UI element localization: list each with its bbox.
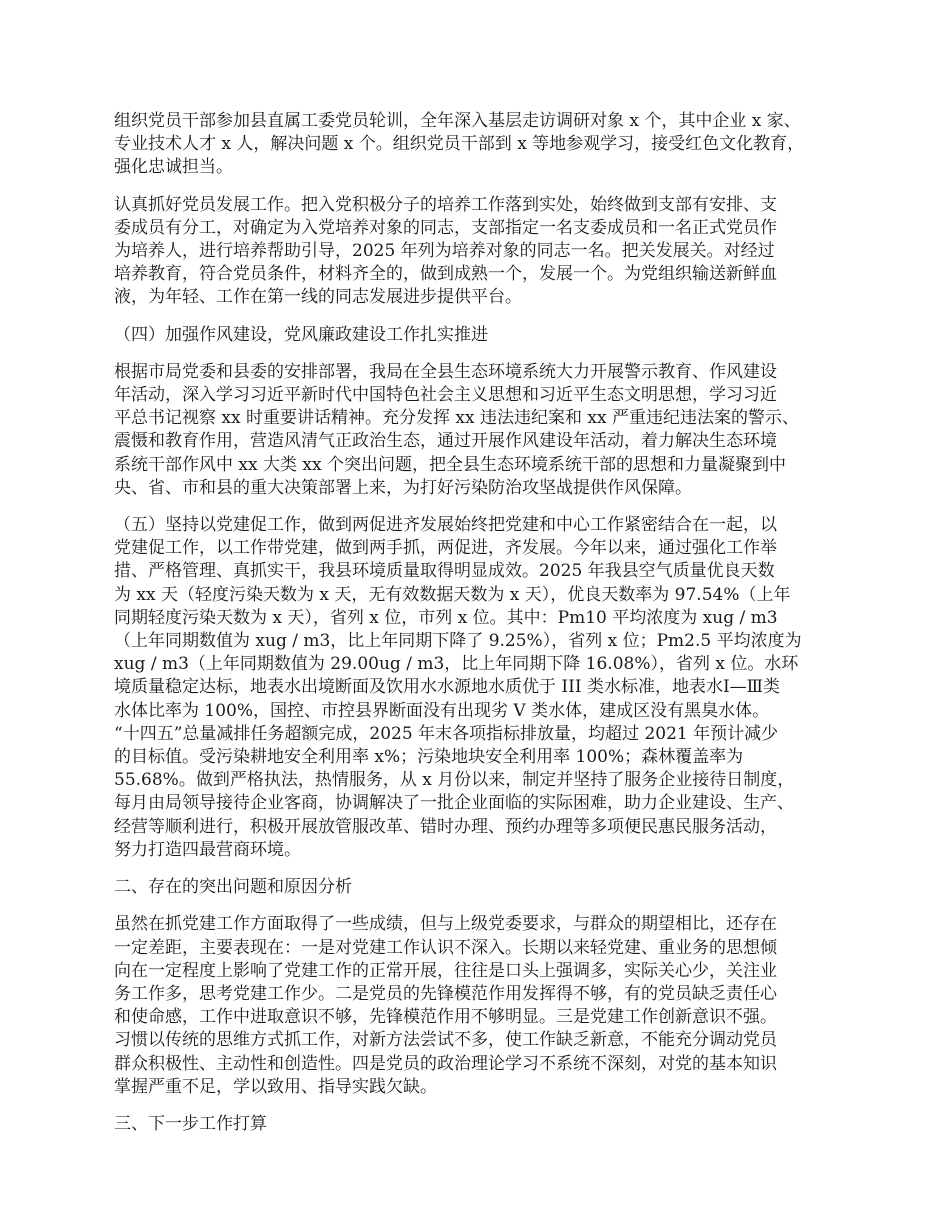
text-line: （五）坚持以党建促工作，做到两促进齐发展始终把党建和中心工作紧密结合在一起，以 [114,515,777,536]
text-line: 组织党员干部参加县直属工委党员轮训，全年深入基层走访调研对象 x 个，其中企业 x 家、 [114,111,801,131]
document-page [114,110,854,1150]
paragraph-party-promotes-work [114,514,854,862]
text-line: 为培养人，进行培养帮助引导，2025 年列为培养对象的同志一名。把关发展关。对经过 [114,241,775,262]
text-line: 为 xx 天（轻度污染天数为 x 天，无有效数据天数为 x 天），优良天数率为 97.54%（上年 [114,584,791,605]
text-line: xug / m3（上年同期数值为 29.00ug / m3，比上年同期下降 16.08%），省列 x 位。水环 [114,654,799,675]
paragraph-party-training [114,110,854,180]
text-line: 认真抓好党员发展工作。把入党积极分子的培养工作落到实处，始终做到支部有安排、支 [114,194,777,215]
text-line: 掌握严重不足，学以致用、指导实践欠缺。 [114,1076,437,1097]
text-line: 根据市局党委和县委的安排部署，我局在全县生态环境系统大力开展警示教育、作风建设 [114,361,777,382]
text-line: 委成员有分工，对确定为入党培养对象的同志，支部指定一名支委成员和一名正式党员作 [114,217,777,238]
text-line: （上年同期数值为 xug / m3，比上年同期下降了 9.25%），省列 x 位；Pm2.5 平均浓度为 [114,631,802,652]
text-line: 经营等顺利进行，积极开展放管服改革、错时办理、预约办理等多项便民惠民服务活动， [114,816,777,837]
text-line: 平总书记视察 xx 时重要讲话精神。充分发挥 xx 违法违纪案和 xx 严重违纪违法案的警示、 [114,408,799,429]
text-line: 党建促工作，以工作带党建，做到两手抓，两促进，齐发展。今年以来，通过强化工作举 [114,538,777,559]
text-line: 系统干部作风中 xx 大类 xx 个突出问题，把全县生态环境系统干部的思想和力量凝聚到中 [114,454,786,475]
paragraph-member-development [114,194,854,310]
text-line: 群众积极性、主动性和创造性。四是党员的政治理论学习不系统不深刻，对党的基本知识 [114,1053,777,1074]
text-line: 境质量稳定达标，地表水出境断面及饮用水水源地水质优于 III 类水标准，地表水I—Ⅲ类 [114,677,781,698]
text-line: “十四五”总量减排任务超额完成，2025 年末各项指标排放量，均超过 2021 年预计减少 [114,723,779,744]
text-line: 一定差距，主要表现在：一是对党建工作认识不深入。长期以来轻党建、重业务的思想倾 [114,937,777,958]
text-line: 水体比率为 100%，国控、市控县界断面没有出现劣 V 类水体，建成区没有黑臭水体。 [114,700,770,721]
text-line: 务工作多，思考党建工作少。二是党员的先锋模范作用发挥得不够，有的党员缺乏责任心 [114,983,777,1004]
section-heading-two: 二、存在的突出问题和原因分析 [114,877,352,898]
paragraph-problems-analysis [114,913,854,1099]
text-line: 央、省、市和县的重大决策部署上来，为打好污染防治攻坚战提供作风保障。 [114,477,692,498]
text-line: 习惯以传统的思维方式抓工作，对新方法尝试不多，使工作缺乏新意，不能充分调动党员 [114,1030,777,1051]
paragraph-work-style [114,361,854,500]
section-heading-four: （四）加强作风建设，党风廉政建设工作扎实推进 [114,324,488,345]
text-line: 强化忠诚担当。 [114,157,233,178]
text-line: 年活动，深入学习习近平新时代中国特色社会主义思想和习近平生态文明思想，学习习近 [114,385,777,406]
text-line: 的目标值。受污染耕地安全利用率 x%；污染地块安全利用率 100%；森林覆盖率为 [114,747,744,768]
text-line: 专业技术人才 x 人，解决问题 x 个。组织党员干部到 x 等地参观学习，接受红色文化教育， [114,134,805,155]
text-line: 培养教育，符合党员条件，材料齐全的，做到成熟一个，发展一个。为党组织输送新鲜血 [114,264,777,285]
text-line: 努力打造四最营商环境。 [114,839,301,860]
text-line: 和使命感，工作中进取意识不够，先锋模范作用不够明显。三是党建工作创新意识不强。 [114,1007,777,1028]
text-line: 向在一定程度上影响了党建工作的正常开展，往往是口头上强调多，实际关心少，关注业 [114,960,777,981]
text-line: 55.68%。做到严格执法，热情服务，从 x 月份以来，制定并坚持了服务企业接待日制度， [114,770,795,791]
text-line: 虽然在抓党建工作方面取得了一些成绩，但与上级党委要求，与群众的期望相比，还存在 [114,914,777,935]
section-heading-three: 三、下一步工作打算 [114,1113,267,1134]
text-line: 液，为年轻、工作在第一线的同志发展进步提供平台。 [114,287,522,308]
text-line: 措、严格管理、真抓实干，我县环境质量取得明显成效。2025 年我县空气质量优良天数 [114,561,775,582]
text-line: 震慑和教育作用，营造风清气正政治生态，通过开展作风建设年活动，着力解决生态环境 [114,431,777,452]
text-line: 同期轻度污染天数为 x 天），省列 x 位，市列 x 位。其中：Pm10 平均浓度为 xug / m3 [114,607,778,628]
text-line: 每月由局领导接待企业客商，协调解决了一批企业面临的实际困难，助力企业建设、生产、 [114,793,794,814]
